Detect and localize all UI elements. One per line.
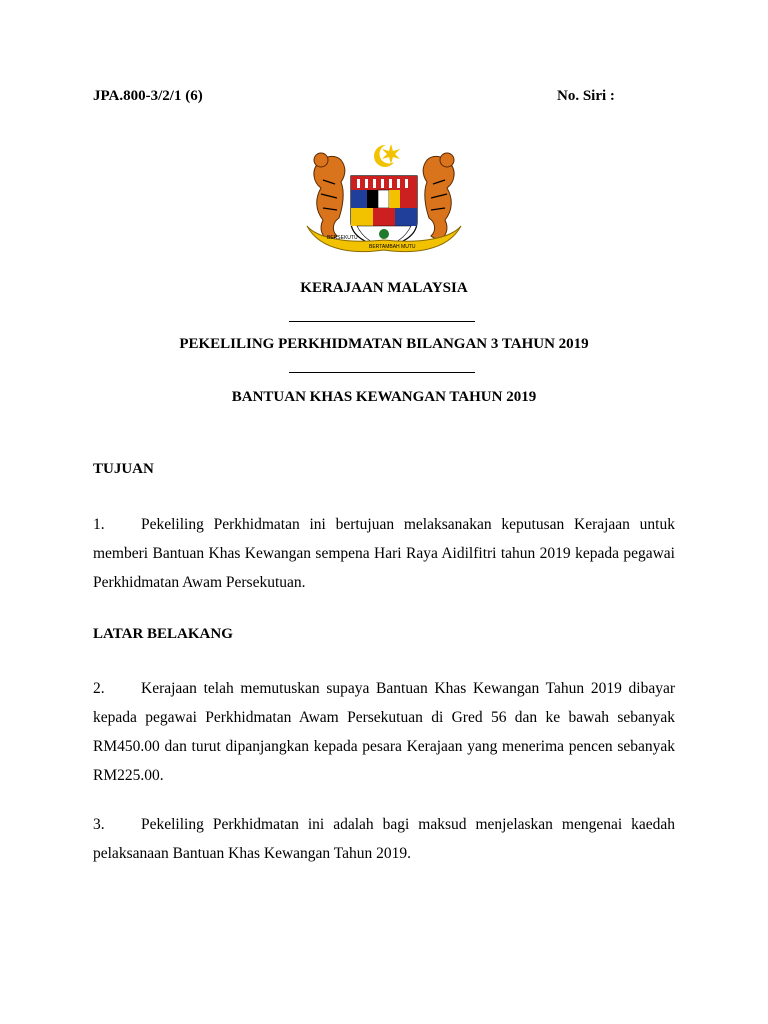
paragraph-text: Pekeliling Perkhidmatan ini bertujuan melaksanakan keputusan Kerajaan untuk memberi Bantuan Khas Kewangan sempena Hari Raya Aidilfitri tahun 2019 kepada pegawai Perkhidmatan Awam Persekutuan. (93, 516, 675, 591)
circular-title: PEKELILING PERKHIDMATAN BILANGAN 3 TAHUN 2019 (179, 336, 589, 352)
svg-text:BERTAMBAH MUTU: BERTAMBAH MUTU (369, 244, 416, 250)
paragraph-text: Pekeliling Perkhidmatan ini adalah bagi maksud menjelaskan mengenai kaedah pelaksanaan Bantuan Khas Kewangan Tahun 2019. (93, 816, 675, 862)
paragraph-number: 3. (93, 816, 105, 833)
section-heading-latar-belakang: LATAR BELAKANG (93, 626, 233, 642)
svg-text:BERSEKUTU: BERSEKUTU (327, 235, 358, 241)
paragraph-3 (93, 810, 675, 868)
subject-title: BANTUAN KHAS KEWANGAN TAHUN 2019 (231, 389, 537, 405)
section-heading-tujuan: TUJUAN (93, 461, 154, 477)
paragraph-2 (93, 674, 675, 790)
serial-number-label: No. Siri : (557, 88, 615, 104)
paragraph-1 (93, 510, 675, 597)
paragraph-text: Kerajaan telah memutuskan supaya Bantuan Khas Kewangan Tahun 2019 dibayar kepada pegawai Perkhidmatan Awam Persekutuan di Gred 56 dan ke bawah sebanyak RM450.00 dan turut dipanjangkan kepada pesara Kerajaan yang menerima pencen sebanyak RM225.00. (93, 680, 675, 784)
title-divider-bottom (289, 372, 475, 373)
paragraph-number: 1. (93, 516, 105, 533)
reference-number: JPA.800-3/2/1 (6) (93, 88, 203, 104)
title-divider-top (289, 321, 475, 322)
coat-of-arms-of-malaysia-icon (301, 140, 467, 258)
government-title: KERAJAAN MALAYSIA (300, 280, 468, 296)
paragraph-number: 2. (93, 680, 105, 697)
